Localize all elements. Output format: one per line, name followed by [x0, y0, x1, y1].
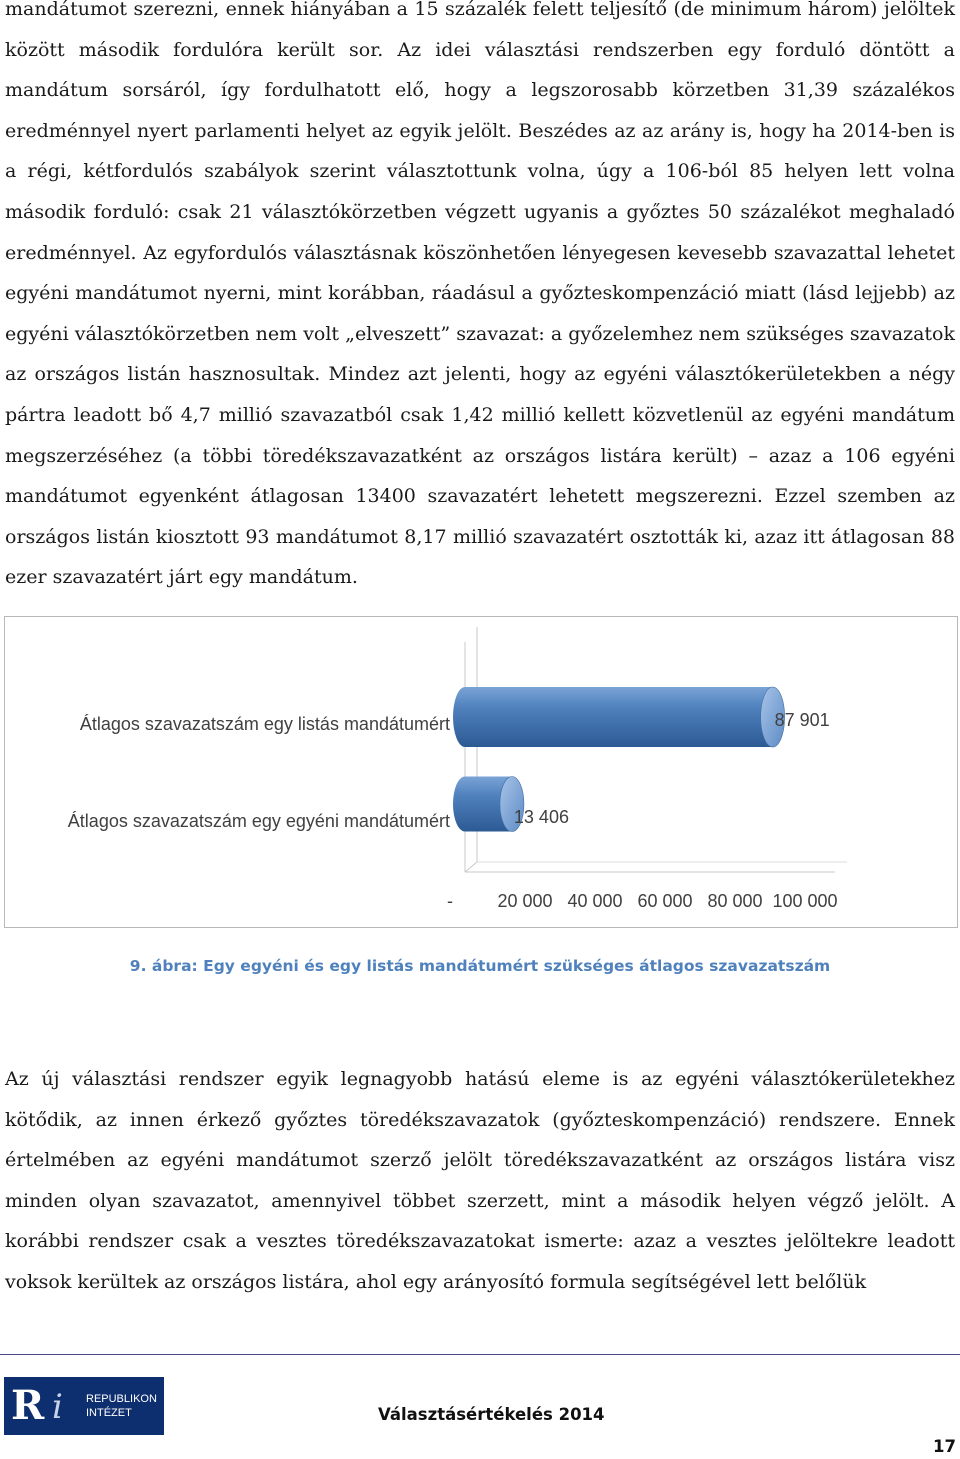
category-label: Átlagos szavazatszám egy egyéni mandátumért [67, 811, 450, 831]
value-label: 13 406 [513, 807, 569, 827]
x-tick-labels [447, 891, 838, 911]
x-tick-label: 100 000 [772, 891, 838, 911]
x-tick-label: 40 000 [567, 891, 623, 911]
category-label: Átlagos szavazatszám egy listás mandátumért [79, 714, 450, 734]
bar-chart [4, 616, 958, 928]
bars-group [453, 687, 785, 832]
logo-line-2: INTÉZET [86, 1407, 132, 1419]
x-tick-label: - [447, 891, 453, 911]
x-tick-label: 20 000 [497, 891, 553, 911]
axis-back-edge [465, 627, 477, 872]
footer-divider [0, 1354, 960, 1355]
value-label: 87 901 [774, 710, 830, 730]
bar-body [453, 687, 785, 747]
logo-text [86, 1392, 162, 1420]
x-tick-label: 80 000 [707, 891, 763, 911]
footer-title: Választásértékelés 2014 [378, 1405, 605, 1424]
logo-letter-i: i [52, 1387, 63, 1427]
logo-line-1: REPUBLIKON [86, 1393, 157, 1405]
x-tick-label: 60 000 [637, 891, 693, 911]
republikon-logo [4, 1377, 164, 1435]
axis-frame [465, 627, 847, 872]
page-number: 17 [933, 1437, 956, 1456]
body-paragraph-2: Az új választási rendszer egyik legnagyobb hatású eleme is az egyéni választókerületekhez kötődik, az innen érkező győztes töredékszavazatok (győzteskompenzáció) rendszere. Ennek értelmében az egyéni mandátumot szerző jelölt töredékszavazatként az országos listára visz minden olyan szavazatot, amennyivel többet szerzett, mint a második helyen végző jelölt. A korábbi rendszer csak a vesztes töredékszavazatokat ismerte: azaz a vesztes jelöltekre leadott voksok kerültek az országos listára, ahol egy arányosító formula segítségével lett belőlük [5, 1068, 955, 1293]
figure-caption: 9. ábra: Egy egyéni és egy listás mandátumért szükséges átlagos szavazatszám [129, 957, 831, 975]
logo-letter-r: R [11, 1382, 45, 1429]
category-labels [68, 714, 450, 831]
chart-canvas [5, 617, 959, 929]
body-paragraph-1: mandátumot szerezni, ennek hiányában a 15 százalék felett teljesítő (de minimum három) jelöltek között második fordulóra került sor. Az idei választási rendszerben egy forduló döntött a mandátum sorsáról, így fordulhatott elő, hogy a legszorosabb körzetben 31,39 százalékos eredménnyel nyert parlamenti helyet az egyik jelölt. Beszédes az az arány is, hogy ha 2014-ben is a régi, kétfordulós szabályok szerint választottunk volna, úgy a 106-ból 85 helyen lett volna második forduló: csak 21 választókörzetben végzett ugyanis a győztes 50 százalékot meghaladó eredménnyel. Az egyfordulós választásnak köszönhetően lényegesen kevesebb szavazattal lehetet egyéni mandátumot nyerni, mint korábban, ráadásul a győzteskompenzáció miatt (lásd lejjebb) az egyéni választókörzetben nem volt „elveszett” szavazat: a győzelemhez nem szükséges szavazatok az országos listán hasznosultak. Mindez azt jelenti, hogy az egyéni választókerületekben a négy pártra leadott bő 4,7 millió szavazatból csak 1,42 millió kellett közvetlenül az egyéni mandátum megszerzéséhez (a többi töredékszavazatként az országos listára került) – azaz a 106 egyéni mandátumot egyenként átlagosan 13400 szavazatért lehetett megszerezni. Ezzel szemben az országos listán kiosztott 93 mandátumot 8,17 millió szavazatért osztották ki, azaz itt átlagosan 88 ezer szavazatért járt egy mandátum. [5, 0, 955, 589]
